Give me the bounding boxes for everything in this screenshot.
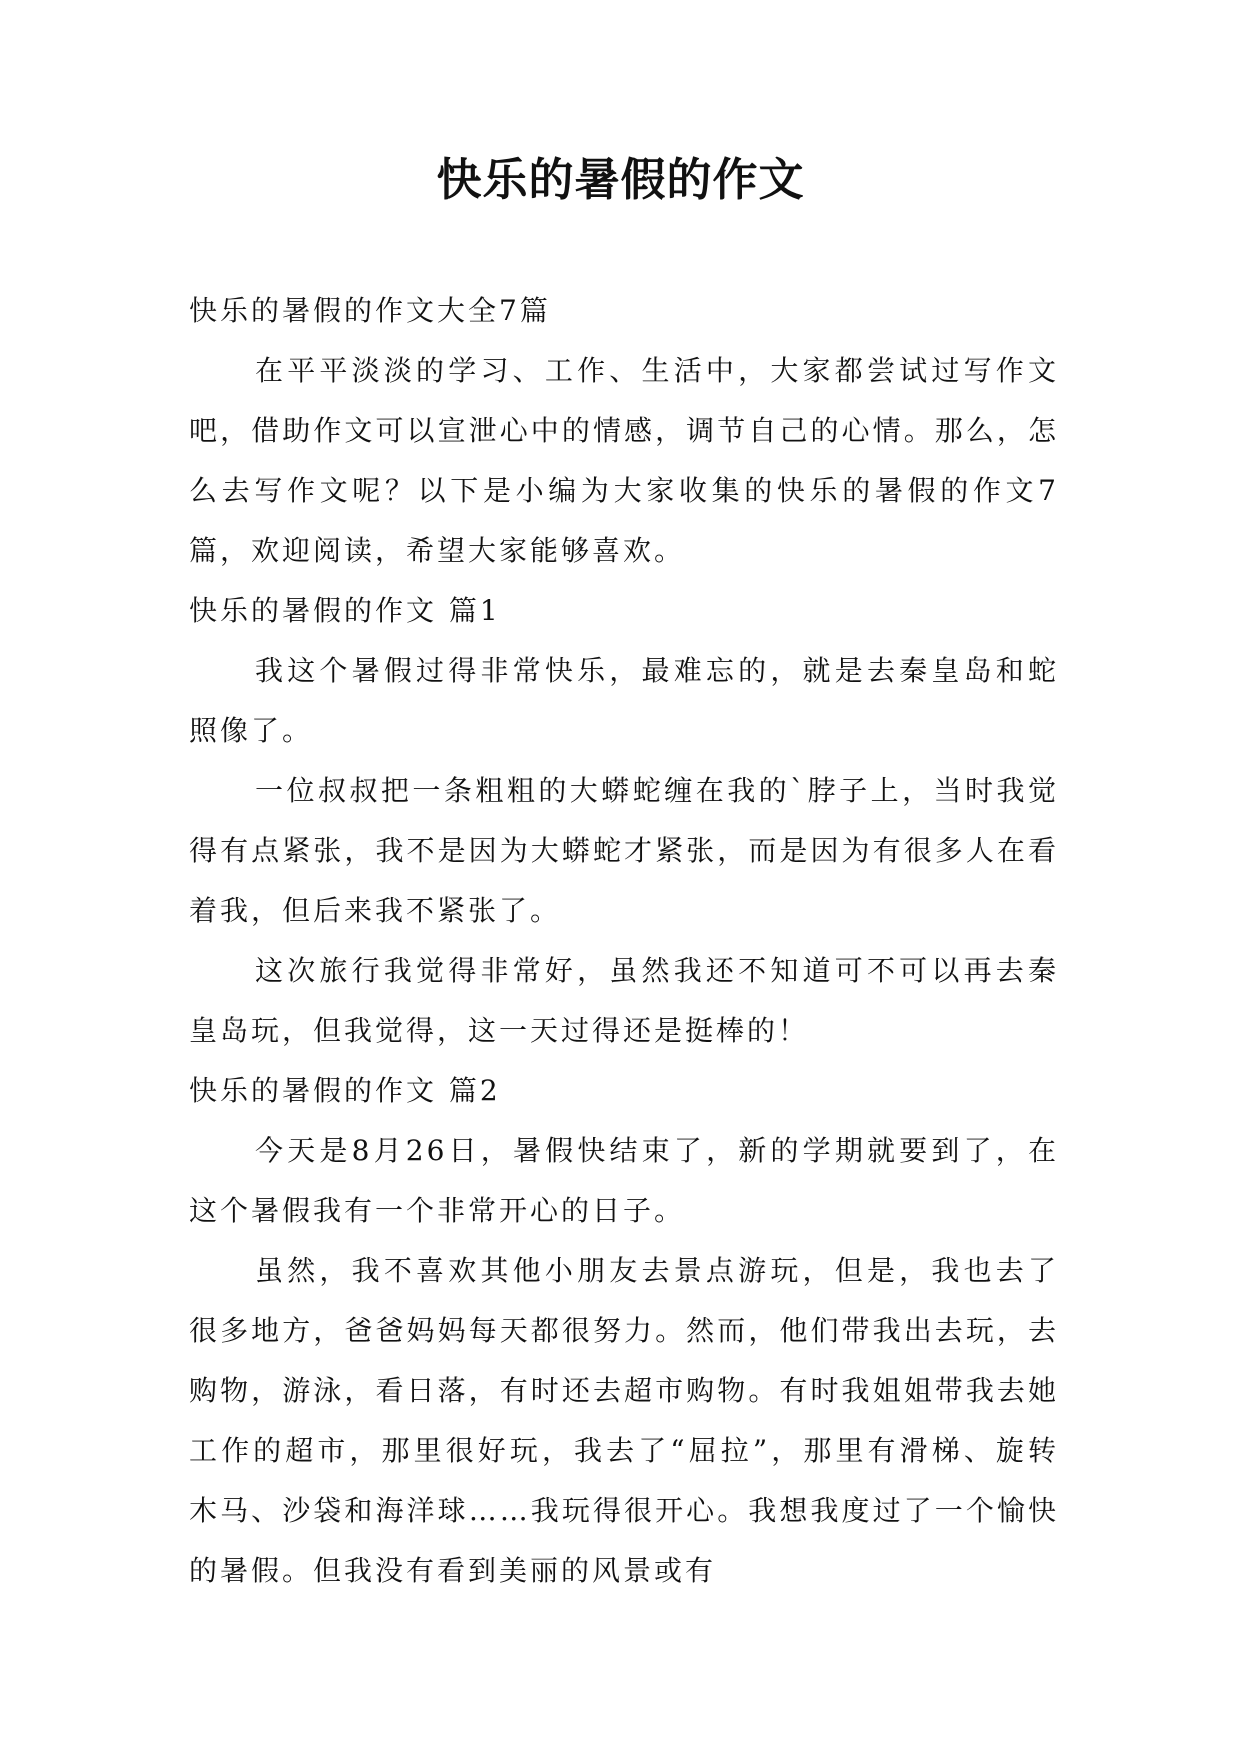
document-body — [189, 281, 1059, 1601]
paragraph-part-1-a: 我这个暑假过得非常快乐，最难忘的，就是去秦皇岛和蛇照像了。 — [189, 654, 1059, 747]
paragraph-part-2-b: 虽然，我不喜欢其他小朋友去景点游玩，但是，我也去了很多地方，爸爸妈妈每天都很努力。然而，他们带我出去玩，去购物，游泳，看日落，有时还去超市购物。有时我姐姐带我去她工作的超市，那里很好玩，我去了“屈拉”，那里有滑梯、旋转木马、沙袋和海洋球……我玩得很开心。我想我度过了一个愉快的暑假。但我没有看到美丽的风景或有 — [189, 1254, 1059, 1587]
section-heading-intro: 快乐的暑假的作文大全7篇 — [189, 294, 551, 327]
paragraph-part-1-b: 一位叔叔把一条粗粗的大蟒蛇缠在我的`脖子上，当时我觉得有点紧张，我不是因为大蟒蛇才紧张，而是因为有很多人在看着我，但后来我不紧张了。 — [189, 774, 1059, 927]
document-title: 快乐的暑假的作文 — [436, 153, 805, 206]
section-heading-part-2: 快乐的暑假的作文 篇2 — [189, 1074, 501, 1107]
paragraph-intro: 在平平淡淡的学习、工作、生活中，大家都尝试过写作文吧，借助作文可以宣泄心中的情感，调节自己的心情。那么，怎么去写作文呢？以下是小编为大家收集的快乐的暑假的作文7篇，欢迎阅读，希望大家能够喜欢。 — [189, 354, 1059, 567]
paragraph-part-1-c: 这次旅行我觉得非常好，虽然我还不知道可不可以再去秦皇岛玩，但我觉得，这一天过得还是挺棒的！ — [189, 954, 1059, 1047]
section-heading-part-1: 快乐的暑假的作文 篇1 — [189, 594, 501, 627]
paragraph-part-2-a: 今天是8月26日，暑假快结束了，新的学期就要到了，在这个暑假我有一个非常开心的日子。 — [189, 1134, 1059, 1227]
